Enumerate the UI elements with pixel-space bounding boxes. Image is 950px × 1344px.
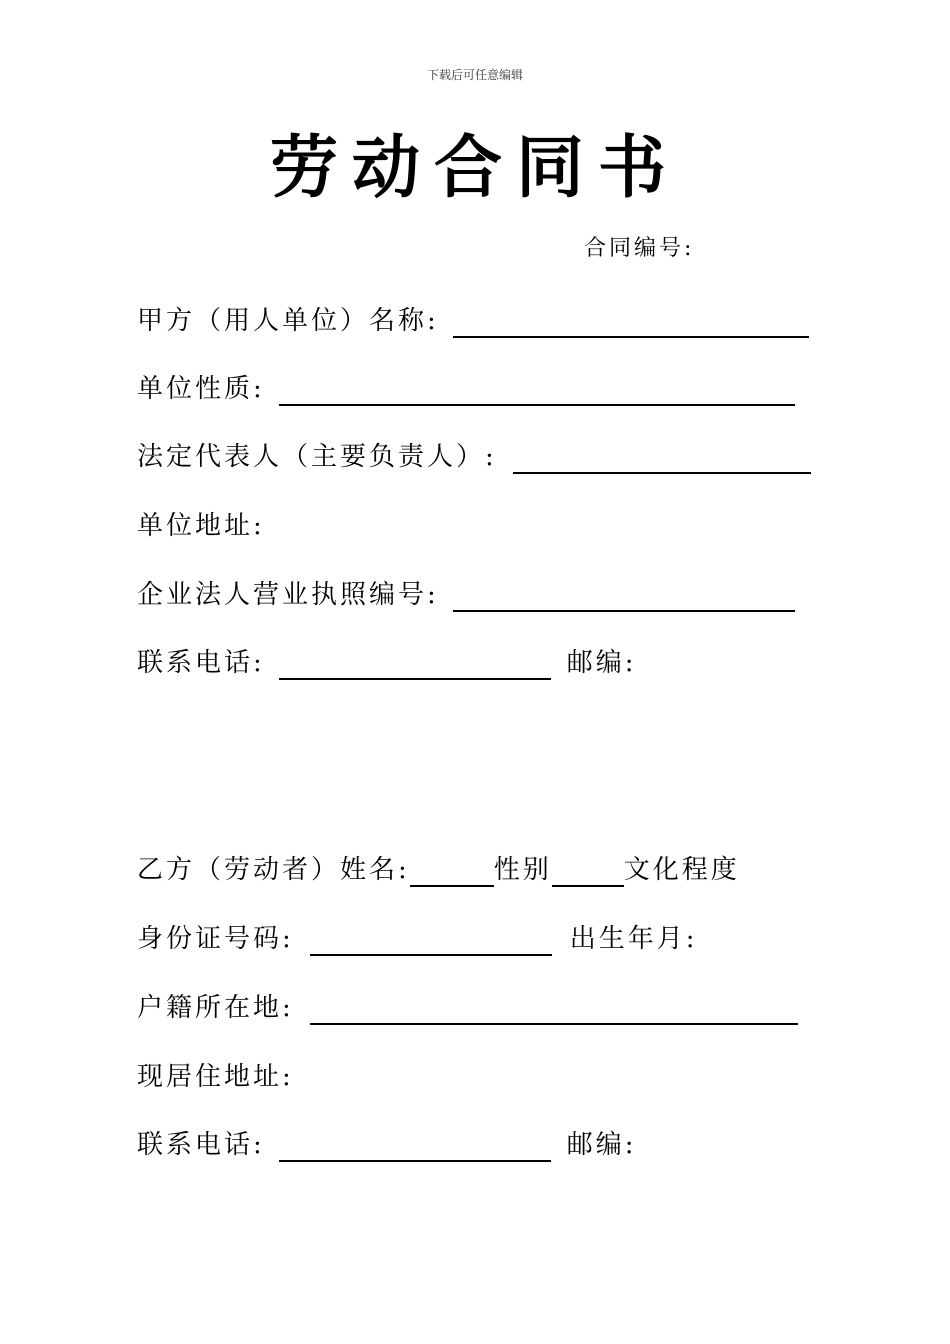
party-b-gender-field[interactable] — [552, 859, 624, 887]
party-a-nature-label: 单位性质: — [137, 374, 265, 404]
party-b-phone-field[interactable] — [279, 1134, 551, 1162]
party-b-id-row — [137, 922, 698, 956]
party-a-nature-row — [137, 372, 795, 406]
party-b-postcode-label: 邮编: — [566, 1130, 637, 1160]
party-b-household-row — [137, 991, 798, 1025]
party-b-id-label: 身份证号码: — [137, 924, 294, 954]
party-a-legal-rep-field[interactable] — [513, 446, 811, 474]
party-a-phone-field[interactable] — [279, 652, 551, 680]
document-title: 劳动合同书 — [269, 128, 680, 208]
party-b-phone-label: 联系电话: — [137, 1130, 265, 1160]
party-b-name-row — [137, 853, 740, 887]
contract-number-label: 合同编号: — [584, 236, 695, 261]
party-a-nature-field[interactable] — [279, 378, 795, 406]
party-b-name-field[interactable] — [410, 859, 494, 887]
party-a-license-field[interactable] — [453, 584, 795, 612]
party-b-current-address-label: 现居住地址: — [137, 1062, 294, 1092]
party-b-household-field[interactable] — [310, 997, 798, 1025]
party-a-phone-label: 联系电话: — [137, 648, 265, 678]
party-a-address-row — [137, 509, 265, 543]
party-a-name-field[interactable] — [453, 310, 809, 338]
party-b-id-field[interactable] — [310, 928, 552, 956]
party-b-phone-row — [137, 1128, 637, 1162]
party-b-current-address-row — [137, 1060, 294, 1094]
party-b-birth-label: 出生年月: — [569, 924, 698, 954]
party-a-legal-rep-label: 法定代表人（主要负责人）: — [137, 442, 497, 472]
party-a-address-label: 单位地址: — [137, 511, 265, 541]
header-note: 下载后可任意编辑 — [426, 68, 523, 82]
party-b-household-label: 户籍所在地: — [137, 993, 294, 1023]
party-a-license-row — [137, 578, 795, 612]
party-b-name-label: 乙方（劳动者）姓名: — [137, 855, 410, 885]
party-b-gender-label: 性别 — [493, 855, 552, 885]
party-a-name-label: 甲方（用人单位）名称: — [137, 306, 439, 336]
party-b-education-label: 文化程度 — [623, 855, 740, 885]
party-a-license-label: 企业法人营业执照编号: — [137, 580, 439, 610]
party-a-name-row — [137, 304, 809, 338]
party-a-legal-rep-row — [137, 440, 811, 474]
party-a-phone-row — [137, 646, 637, 680]
party-a-postcode-label: 邮编: — [566, 648, 637, 678]
